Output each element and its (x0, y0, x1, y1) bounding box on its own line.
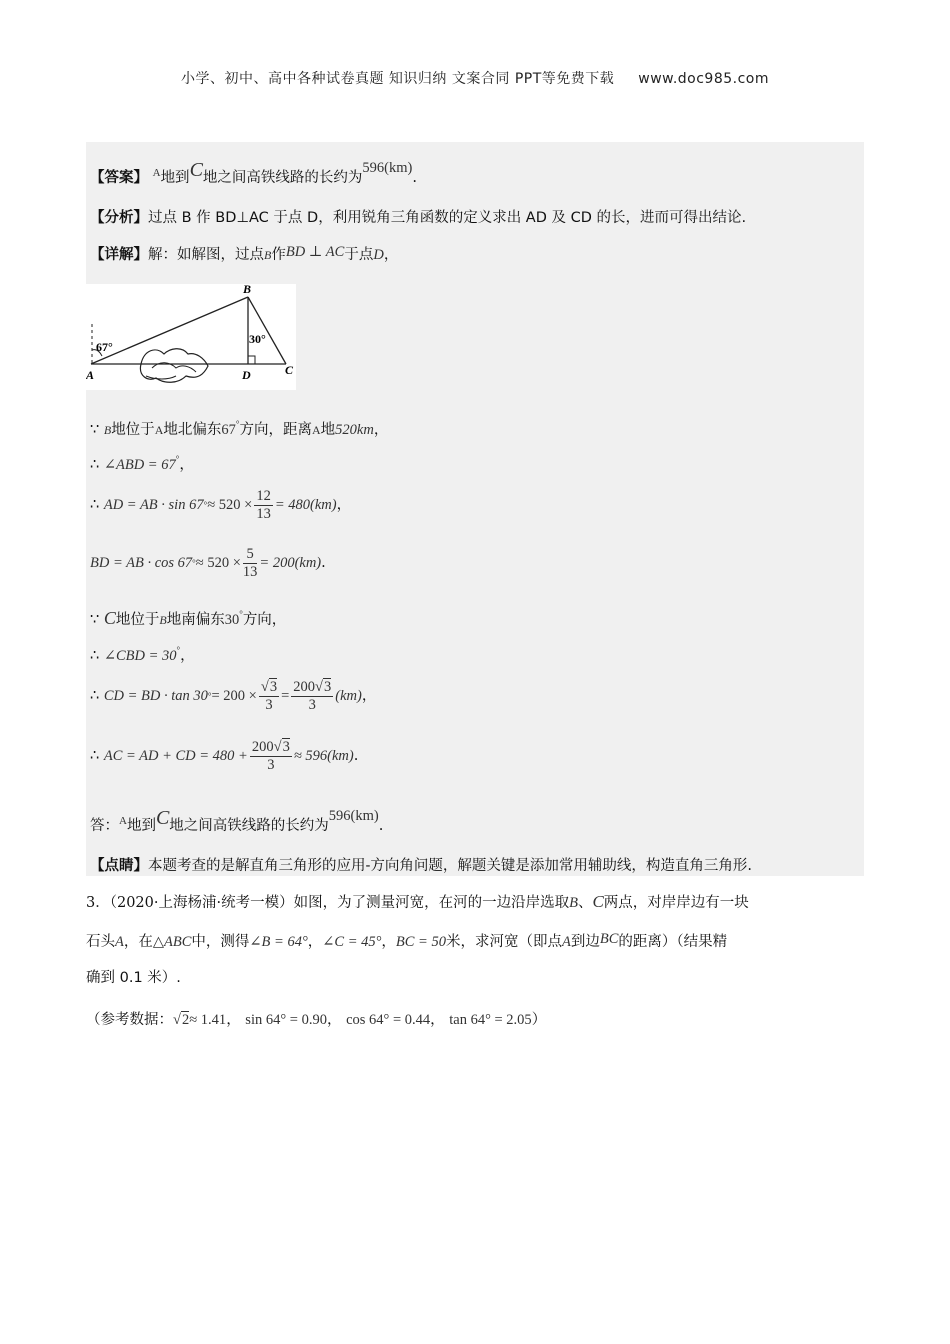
step-4-fraction (243, 546, 258, 581)
q-l4-f: cos 64° = 0.44 (346, 1012, 431, 1028)
q-l4-a: （参考数据： (86, 1012, 173, 1028)
final-value: 596(km) (328, 808, 379, 824)
step-4-approx: ≈ 520 × (195, 555, 241, 571)
step-1-degree: ° (235, 419, 240, 429)
step-7-num2-coef: 200 (293, 678, 316, 695)
q-l2-g: ， (307, 934, 323, 950)
final-end: . (378, 818, 384, 834)
q-l4-d: sin 64° = 0.90 (245, 1012, 327, 1028)
river-rock-detail-2 (146, 376, 176, 379)
triangle-diagram (86, 284, 296, 390)
step-2-end: ， (179, 457, 194, 473)
step-7-lhs: CD = BD · tan 30 (103, 688, 208, 704)
step-5-b: B (159, 613, 167, 627)
step-5-c: C (103, 608, 116, 628)
step-5 (90, 604, 286, 630)
detail-tag: 【详解】 (90, 246, 148, 263)
q-l1-b: B (569, 895, 578, 911)
step-7-num1-radicand: 3 (269, 678, 278, 695)
step-7-num2-radicand: 3 (323, 678, 332, 695)
label-c: C (285, 363, 294, 377)
question-line-3 (86, 968, 181, 988)
final-answer-line (90, 806, 383, 836)
step-8-end: . (353, 748, 359, 764)
step-3-therefore: ∴ (90, 497, 100, 513)
line-ab (91, 297, 248, 364)
detail-end: ， (383, 247, 399, 263)
label-a: A (86, 368, 95, 382)
q-l1-d: C (592, 892, 604, 911)
step-8 (90, 736, 358, 776)
q-l2-d: △ABC (152, 934, 192, 950)
page-header (0, 68, 950, 88)
step-1-end: ， (373, 422, 389, 438)
step-1-dist: 520km (335, 422, 374, 438)
q-l2-o: 的距离）（结果精 (618, 934, 728, 950)
step-1-t3: 方向，距离 (239, 422, 312, 438)
comment-text: 本题考查的是解直角三角形的应用-方向角问题，解题关键是添加常用辅助线，构造直角三角形. (148, 858, 753, 874)
final-t1: 地到 (126, 818, 156, 834)
step-5-because: ∵ (90, 612, 100, 628)
step-3-degree: ° (203, 500, 208, 510)
q-l2-e: 中，测得 (191, 934, 250, 950)
q-l2-n: BC (599, 931, 619, 947)
q-l4-sqrt: √2 (173, 1012, 190, 1028)
analysis-text: 过点 B 作 BD⊥AC 于点 D，利用锐角三角函数的定义求出 AD 及 CD 的长，进而可得出结论. (148, 210, 747, 226)
detail-t3: 于点 (344, 247, 374, 263)
step-5-t2: 地南偏东 (166, 612, 225, 628)
final-c: C (155, 807, 170, 829)
step-1-t2: 地北偏东 (163, 422, 222, 438)
answer-value: 596(km) (362, 160, 413, 176)
answer-a: A (152, 167, 161, 179)
step-4-degree: ° (192, 558, 196, 568)
step-2-therefore: ∴ (90, 457, 100, 473)
step-6-expr: ∠CBD = 30 (103, 648, 177, 664)
right-angle-mark (248, 356, 255, 364)
q-l2-a: 石头 (86, 934, 115, 950)
label-30: 30° (249, 332, 266, 346)
detail-expr: BD ⊥ AC (285, 244, 345, 260)
step-6 (90, 640, 195, 666)
q-l2-i: ， (381, 934, 396, 950)
step-5-deg: 30 (224, 612, 240, 628)
q-l1-a: 3．（2020·上海杨浦·统考一模）如图，为了测量河宽，在河的一边沿岸选取 (86, 895, 570, 911)
answer-tag: 【答案】 (90, 169, 148, 186)
step-8-fraction (250, 739, 292, 774)
q-l4-e: ， (326, 1012, 342, 1028)
q-l2-f: ∠B = 64° (249, 934, 308, 950)
step-2 (90, 449, 194, 475)
step-3-lhs: AD = AB · sin 67 (103, 497, 204, 513)
label-d: D (242, 368, 251, 382)
step-2-degree: ° (175, 454, 180, 464)
step-7-den2: 3 (308, 696, 316, 713)
step-3-fraction (254, 488, 273, 523)
step-4-den: 13 (242, 563, 258, 580)
step-7 (90, 676, 376, 716)
step-4-lhs: BD = AB · cos 67 (90, 555, 193, 571)
question-line-2 (86, 929, 727, 952)
step-5-t3: 方向， (242, 612, 287, 628)
step-7-num2: 200√3 (293, 678, 332, 695)
step-5-t1: 地位于 (115, 612, 160, 628)
step-4-num: 5 (243, 546, 258, 564)
step-7-rhs: (km) (335, 688, 362, 704)
detail-t1: 解：如解图，过点 (148, 247, 264, 263)
final-t0: 答： (90, 818, 119, 834)
step-4-rhs: = 200(km) (259, 555, 322, 571)
step-3-approx: ≈ 520 × (207, 497, 253, 513)
q-l2-k: 米，求河宽（即点 (445, 934, 562, 950)
step-8-lhs: AC = AD + CD = 480 + (103, 748, 248, 764)
final-t2: 地之间高铁线路的长约为 (169, 818, 329, 834)
analysis-tag: 【分析】 (90, 210, 148, 226)
answer-t2: 地之间高铁线路的长约为 (202, 170, 363, 186)
q-l2-h: ∠C = 45° (322, 934, 382, 950)
step-3-den: 13 (256, 505, 271, 522)
step-7-num1: √3 (260, 678, 278, 695)
analysis-line (90, 208, 746, 228)
step-8-num: 200√3 (251, 738, 290, 755)
label-67: 67° (96, 340, 113, 354)
q-l4-b: ≈ 1.41 (189, 1012, 227, 1028)
step-8-num-coef: 200 (251, 738, 274, 755)
question-reference-data (86, 1010, 546, 1030)
step-3-end: ， (336, 497, 352, 513)
header-title: 小学、初中、高中各种试卷真题 知识归纳 文案合同 PPT等免费下载 (180, 71, 615, 87)
q-l2-l: A (561, 934, 571, 950)
step-7-mid: = 200 × (211, 688, 257, 704)
q-l4-i: ） (531, 1012, 547, 1028)
q-l3: 确到 0.1 米）. (86, 970, 181, 986)
line-bc (248, 297, 286, 364)
question-line-1 (86, 892, 749, 913)
answer-c: C (189, 159, 203, 181)
step-7-fraction-1 (259, 679, 279, 714)
final-a: A (119, 815, 127, 827)
answer-end: . (412, 170, 417, 186)
header-site[interactable]: www.doc985.com (638, 71, 770, 87)
step-7-therefore: ∴ (90, 688, 100, 704)
step-2-expr: ∠ABD = 67 (103, 457, 176, 473)
q-l2-c: ，在 (123, 934, 153, 950)
step-1-a2: A (311, 423, 321, 437)
q-l4-h: tan 64° = 2.05 (449, 1012, 532, 1028)
q-l1-c: 、 (577, 895, 593, 911)
q-l1-e: 两点，对岸岸边有一块 (603, 895, 749, 911)
triangle-figure (86, 284, 296, 390)
step-8-rhs: ≈ 596(km) (293, 748, 354, 764)
step-1-t1: 地位于 (111, 422, 155, 438)
q-l4-c: ， (226, 1012, 241, 1028)
q-l2-b: A (115, 934, 124, 950)
step-1-deg: 67 (221, 422, 236, 438)
step-1-because: ∵ (90, 422, 100, 438)
detail-line (90, 242, 398, 265)
step-7-den1: 3 (265, 696, 273, 713)
step-1-b: B (103, 423, 112, 437)
step-4 (90, 543, 326, 583)
step-6-therefore: ∴ (90, 648, 100, 664)
step-5-degree: ° (239, 609, 243, 619)
step-3-num: 12 (256, 487, 271, 504)
q-l2-j: BC = 50 (395, 934, 446, 950)
answer-t1: 地到 (160, 170, 190, 186)
step-8-therefore: ∴ (90, 748, 100, 764)
step-1 (90, 414, 388, 440)
step-7-fraction-2 (291, 679, 333, 714)
step-7-end: ， (361, 688, 377, 704)
step-6-degree: ° (176, 645, 181, 655)
step-6-end: ， (180, 648, 195, 664)
step-8-den: 3 (267, 756, 275, 773)
answer-line (90, 158, 417, 188)
step-8-num-radicand: 3 (282, 738, 290, 755)
comment-line (90, 856, 752, 876)
detail-b: B (264, 248, 272, 262)
step-1-a: A (154, 423, 164, 437)
step-7-eq: = (281, 688, 290, 704)
q-l4-sqrt-radicand: 2 (181, 1012, 190, 1028)
q-l4-g: ， (430, 1012, 445, 1028)
step-3-rhs: = 480(km) (274, 497, 337, 513)
step-7-degree: ° (207, 691, 212, 701)
detail-d: D (373, 247, 384, 263)
comment-tag: 【点睛】 (90, 857, 148, 874)
q-l2-m: 到边 (570, 934, 600, 950)
step-4-end: . (321, 555, 326, 571)
label-b: B (243, 284, 252, 296)
detail-t2: 作 (271, 247, 286, 263)
step-1-t4: 地 (320, 422, 336, 438)
step-3 (90, 485, 351, 525)
